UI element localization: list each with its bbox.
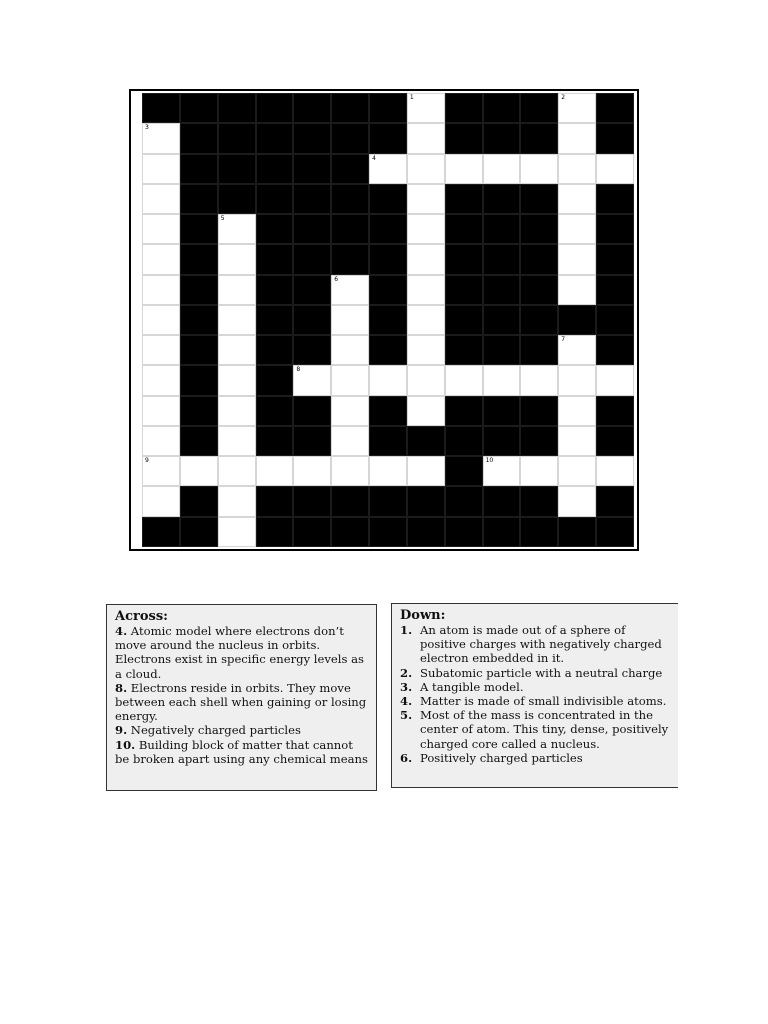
blocked-cell: [596, 486, 634, 516]
answer-cell[interactable]: [558, 365, 596, 395]
blocked-cell: [483, 214, 521, 244]
answer-cell[interactable]: [142, 456, 180, 486]
answer-cell[interactable]: [407, 123, 445, 153]
blocked-cell: [256, 365, 294, 395]
clue-number: 8.: [115, 680, 128, 695]
answer-cell[interactable]: [256, 456, 294, 486]
clue-text: Positively charged particles: [420, 750, 583, 765]
blocked-cell: [256, 275, 294, 305]
blocked-cell: [180, 275, 218, 305]
answer-cell[interactable]: [218, 335, 256, 365]
answer-cell[interactable]: [520, 154, 558, 184]
answer-cell[interactable]: [218, 456, 256, 486]
blocked-cell: [256, 335, 294, 365]
blocked-cell: [483, 244, 521, 274]
answer-cell[interactable]: [483, 154, 521, 184]
answer-cell[interactable]: [293, 365, 331, 395]
blocked-cell: [180, 517, 218, 547]
blocked-cell: [331, 123, 369, 153]
blocked-cell: [596, 396, 634, 426]
answer-cell[interactable]: [218, 517, 256, 547]
answer-cell[interactable]: [142, 486, 180, 516]
answer-cell[interactable]: [142, 365, 180, 395]
answer-cell[interactable]: [180, 456, 218, 486]
blocked-cell: [369, 214, 407, 244]
blocked-cell: [520, 426, 558, 456]
across-clue: [115, 681, 370, 724]
answer-cell[interactable]: [331, 456, 369, 486]
blocked-cell: [369, 244, 407, 274]
across-clue: [115, 624, 370, 681]
blocked-cell: [520, 305, 558, 335]
blocked-cell: [520, 486, 558, 516]
blocked-cell: [483, 426, 521, 456]
clue-text: A tangible model.: [420, 679, 524, 694]
blocked-cell: [293, 305, 331, 335]
blocked-cell: [293, 244, 331, 274]
blocked-cell: [369, 396, 407, 426]
answer-cell[interactable]: [407, 154, 445, 184]
blocked-cell: [520, 275, 558, 305]
answer-cell[interactable]: [558, 275, 596, 305]
blocked-cell: [596, 305, 634, 335]
answer-cell[interactable]: [142, 275, 180, 305]
answer-cell[interactable]: [142, 396, 180, 426]
blocked-cell: [256, 214, 294, 244]
blocked-cell: [520, 244, 558, 274]
answer-cell[interactable]: [142, 244, 180, 274]
answer-cell[interactable]: [142, 305, 180, 335]
blocked-cell: [369, 93, 407, 123]
blocked-cell: [293, 184, 331, 214]
blocked-cell: [293, 396, 331, 426]
answer-cell[interactable]: [558, 335, 596, 365]
blocked-cell: [293, 335, 331, 365]
answer-cell[interactable]: [558, 396, 596, 426]
answer-cell[interactable]: [558, 426, 596, 456]
blocked-cell: [596, 426, 634, 456]
blocked-cell: [218, 93, 256, 123]
blocked-cell: [293, 123, 331, 153]
blocked-cell: [293, 154, 331, 184]
answer-cell[interactable]: [331, 426, 369, 456]
answer-cell[interactable]: [407, 244, 445, 274]
answer-cell[interactable]: [483, 365, 521, 395]
clue-text: Subatomic particle with a neutral charge: [420, 665, 663, 680]
answer-cell[interactable]: [558, 486, 596, 516]
blocked-cell: [558, 305, 596, 335]
blocked-cell: [445, 184, 483, 214]
clue-number: 1.: [400, 623, 413, 637]
answer-cell[interactable]: [369, 456, 407, 486]
answer-cell[interactable]: [218, 396, 256, 426]
clue-number: 4.: [400, 694, 413, 709]
answer-cell[interactable]: [369, 154, 407, 184]
clue-number-label: 8: [296, 366, 301, 374]
blocked-cell: [596, 517, 634, 547]
blocked-cell: [256, 184, 294, 214]
answer-cell[interactable]: [558, 244, 596, 274]
blocked-cell: [180, 305, 218, 335]
blocked-cell: [218, 184, 256, 214]
blocked-cell: [596, 184, 634, 214]
blocked-cell: [369, 305, 407, 335]
blocked-cell: [256, 123, 294, 153]
blocked-cell: [483, 335, 521, 365]
down-clue: [400, 751, 672, 765]
blocked-cell: [483, 93, 521, 123]
answer-cell[interactable]: [218, 365, 256, 395]
blocked-cell: [331, 486, 369, 516]
blocked-cell: [483, 184, 521, 214]
answer-cell[interactable]: [407, 184, 445, 214]
blocked-cell: [293, 214, 331, 244]
clue-number-label: 9: [145, 457, 149, 465]
blocked-cell: [445, 244, 483, 274]
answer-cell[interactable]: [407, 275, 445, 305]
answer-cell[interactable]: [218, 305, 256, 335]
answer-cell[interactable]: [142, 154, 180, 184]
blocked-cell: [445, 123, 483, 153]
blocked-cell: [256, 426, 294, 456]
blocked-cell: [331, 184, 369, 214]
blocked-cell: [142, 517, 180, 547]
down-clues-box: [391, 603, 678, 788]
blocked-cell: [596, 214, 634, 244]
blocked-cell: [331, 93, 369, 123]
down-clue: [400, 680, 672, 694]
blocked-cell: [520, 335, 558, 365]
clue-number: 10.: [115, 737, 136, 752]
blocked-cell: [445, 486, 483, 516]
across-heading: Across:: [115, 609, 168, 624]
blocked-cell: [369, 123, 407, 153]
blocked-cell: [180, 244, 218, 274]
answer-cell[interactable]: [369, 365, 407, 395]
down-clue: [400, 694, 672, 708]
blocked-cell: [180, 426, 218, 456]
blocked-cell: [180, 396, 218, 426]
blocked-cell: [445, 275, 483, 305]
answer-cell[interactable]: [596, 154, 634, 184]
answer-cell[interactable]: [596, 365, 634, 395]
blocked-cell: [180, 123, 218, 153]
blocked-cell: [256, 396, 294, 426]
blocked-cell: [256, 486, 294, 516]
blocked-cell: [520, 184, 558, 214]
answer-cell[interactable]: [331, 275, 369, 305]
answer-cell[interactable]: [331, 335, 369, 365]
blocked-cell: [256, 305, 294, 335]
answer-cell[interactable]: [558, 456, 596, 486]
blocked-cell: [180, 154, 218, 184]
clue-number-label: 3: [145, 124, 149, 132]
clue-number-label: 10: [485, 457, 494, 465]
clue-number: 3.: [400, 679, 413, 694]
blocked-cell: [558, 517, 596, 547]
answer-cell[interactable]: [483, 456, 521, 486]
down-clue: [400, 708, 672, 751]
blocked-cell: [407, 486, 445, 516]
answer-cell[interactable]: [558, 123, 596, 153]
down-clue: [400, 623, 672, 666]
blocked-cell: [445, 426, 483, 456]
blocked-cell: [445, 456, 483, 486]
blocked-cell: [293, 275, 331, 305]
blocked-cell: [445, 396, 483, 426]
clue-number-label: 6: [334, 275, 339, 283]
blocked-cell: [445, 93, 483, 123]
across-clues-box: [106, 604, 377, 791]
answer-cell[interactable]: [142, 123, 180, 153]
answer-cell[interactable]: [407, 93, 445, 123]
clue-text: Negatively charged particles: [127, 723, 301, 738]
blocked-cell: [218, 123, 256, 153]
blocked-cell: [483, 486, 521, 516]
blocked-cell: [407, 426, 445, 456]
clue-text: Matter is made of small indivisible atoms.: [420, 694, 667, 709]
answer-cell[interactable]: [407, 305, 445, 335]
clue-number: 5.: [400, 708, 413, 723]
blocked-cell: [520, 214, 558, 244]
blocked-cell: [483, 123, 521, 153]
blocked-cell: [407, 517, 445, 547]
blocked-cell: [445, 305, 483, 335]
blocked-cell: [520, 123, 558, 153]
blocked-cell: [445, 335, 483, 365]
across-clue: [115, 723, 370, 737]
clue-text: Atomic model where electrons don’t move around the nucleus in orbits. Electrons exist in specific energy levels as a cloud.: [115, 624, 364, 681]
blocked-cell: [142, 93, 180, 123]
answer-cell[interactable]: [142, 335, 180, 365]
clue-text: Building block of matter that cannot be broken apart using any chemical means: [115, 737, 368, 766]
answer-cell[interactable]: [331, 365, 369, 395]
blocked-cell: [369, 275, 407, 305]
blocked-cell: [596, 335, 634, 365]
blocked-cell: [445, 517, 483, 547]
clue-text: An atom is made out of a sphere of positive charges with negatively charged electron embedded in it.: [420, 623, 662, 666]
blocked-cell: [483, 305, 521, 335]
clue-number-label: 1: [409, 94, 414, 101]
clue-number-label: 7: [561, 336, 566, 344]
down-clue: [400, 666, 672, 680]
answer-cell[interactable]: [407, 456, 445, 486]
blocked-cell: [369, 335, 407, 365]
answer-cell[interactable]: [407, 214, 445, 244]
down-heading: Down:: [400, 608, 446, 623]
blocked-cell: [331, 244, 369, 274]
answer-cell[interactable]: [445, 365, 483, 395]
answer-cell[interactable]: [142, 426, 180, 456]
answer-cell[interactable]: [218, 426, 256, 456]
clue-number: 2.: [400, 665, 413, 680]
blocked-cell: [445, 214, 483, 244]
blocked-cell: [596, 275, 634, 305]
answer-cell[interactable]: [331, 396, 369, 426]
down-clue-list: [400, 623, 672, 765]
blocked-cell: [180, 486, 218, 516]
crossword-grid: [142, 93, 634, 547]
answer-cell[interactable]: [218, 214, 256, 244]
clue-number: 4.: [115, 624, 128, 638]
blocked-cell: [520, 396, 558, 426]
clue-text: Electrons reside in orbits. They move between each shell when gaining or losing energy.: [115, 680, 367, 724]
answer-cell[interactable]: [331, 305, 369, 335]
blocked-cell: [256, 93, 294, 123]
blocked-cell: [369, 517, 407, 547]
blocked-cell: [293, 426, 331, 456]
blocked-cell: [180, 93, 218, 123]
answer-cell[interactable]: [407, 335, 445, 365]
clue-number-label: 2: [561, 94, 566, 101]
answer-cell[interactable]: [142, 214, 180, 244]
blocked-cell: [256, 154, 294, 184]
blocked-cell: [180, 365, 218, 395]
blocked-cell: [256, 517, 294, 547]
blocked-cell: [331, 214, 369, 244]
blocked-cell: [520, 517, 558, 547]
answer-cell[interactable]: [407, 365, 445, 395]
answer-cell[interactable]: [293, 456, 331, 486]
answer-cell[interactable]: [520, 456, 558, 486]
answer-cell[interactable]: [218, 275, 256, 305]
blocked-cell: [483, 396, 521, 426]
answer-cell[interactable]: [520, 365, 558, 395]
blocked-cell: [180, 184, 218, 214]
clue-number: 9.: [115, 723, 128, 738]
blocked-cell: [180, 335, 218, 365]
answer-cell[interactable]: [558, 93, 596, 123]
answer-cell[interactable]: [596, 456, 634, 486]
answer-cell[interactable]: [142, 184, 180, 214]
blocked-cell: [520, 93, 558, 123]
blocked-cell: [180, 214, 218, 244]
answer-cell[interactable]: [558, 154, 596, 184]
blocked-cell: [483, 517, 521, 547]
blocked-cell: [483, 275, 521, 305]
blocked-cell: [218, 154, 256, 184]
blocked-cell: [369, 426, 407, 456]
blocked-cell: [369, 184, 407, 214]
answer-cell[interactable]: [445, 154, 483, 184]
blocked-cell: [596, 93, 634, 123]
answer-cell[interactable]: [558, 214, 596, 244]
answer-cell[interactable]: [407, 396, 445, 426]
blocked-cell: [293, 93, 331, 123]
blocked-cell: [293, 517, 331, 547]
answer-cell[interactable]: [218, 486, 256, 516]
answer-cell[interactable]: [558, 184, 596, 214]
blocked-cell: [256, 244, 294, 274]
blocked-cell: [596, 123, 634, 153]
clue-number: 6.: [400, 750, 413, 765]
blocked-cell: [596, 244, 634, 274]
clue-number-label: 5: [220, 215, 225, 223]
blocked-cell: [369, 486, 407, 516]
answer-cell[interactable]: [218, 244, 256, 274]
blocked-cell: [331, 517, 369, 547]
blocked-cell: [293, 486, 331, 516]
across-clue: [115, 738, 370, 766]
blocked-cell: [331, 154, 369, 184]
across-clue-list: [115, 624, 370, 766]
clue-number-label: 4: [372, 154, 376, 162]
clue-text: Most of the mass is concentrated in the center of atom. This tiny, dense, positively charged core called a nucleus.: [420, 708, 669, 751]
